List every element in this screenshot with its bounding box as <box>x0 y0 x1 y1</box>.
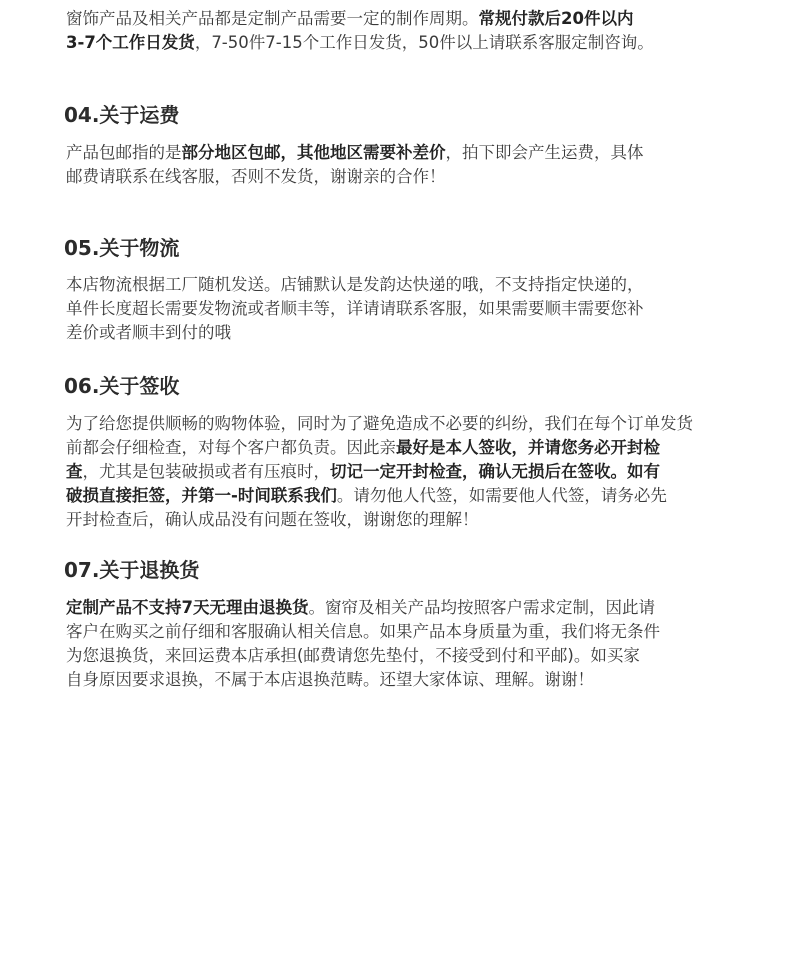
returns-heading: 07.关于退换货 <box>64 558 200 582</box>
receipt-emphasis: 破损直接拒签，并第一-时间联系我们 <box>66 486 337 505</box>
returns-paragraph <box>66 596 660 692</box>
logistics-line-3: 差价或者顺丰到付的哦 <box>66 323 231 342</box>
receipt-text: ，尤其是包装破损或者有压痕时， <box>82 462 330 481</box>
receipt-line-1: 为了给您提供顺畅的购物体验，同时为了避免造成不必要的纠纷，我们在每个订单发货 <box>66 414 693 433</box>
delivery-line-1 <box>66 7 654 31</box>
returns-line-2: 客户在购买之前仔细和客服确认相关信息。如果产品本身质量为重，我们将无条件 <box>66 622 660 641</box>
logistics-heading: 05.关于物流 <box>64 236 180 260</box>
delivery-text: ，7-50件7-15个工作日发货，50件以上请联系客服定制咨询。 <box>194 33 654 52</box>
delivery-text: 窗饰产品及相关产品都是定制产品需要一定的制作周期。 <box>66 9 479 28</box>
logistics-line-2: 单件长度超长需要发物流或者顺丰等，详请请联系客服，如果需要顺丰需要您补 <box>66 299 644 318</box>
shipping-fee-text: ，拍下即会产生运费，具体 <box>445 143 644 162</box>
receipt-line-4 <box>66 484 693 508</box>
receipt-emphasis: 最好是本人签收，并请您务必开封检 <box>396 438 660 457</box>
returns-text: 。窗帘及相关产品均按照客户需求定制，因此请 <box>308 598 655 617</box>
shipping-fee-heading: 04.关于运费 <box>64 103 180 127</box>
returns-line-1 <box>66 596 660 620</box>
shipping-fee-paragraph <box>66 141 644 189</box>
receipt-paragraph <box>66 412 693 532</box>
receipt-emphasis: 切记一定开封检查，确认无损后在签收。如有 <box>330 462 660 481</box>
receipt-text: 前都会仔细检查，对每个客户都负责。因此亲 <box>66 438 396 457</box>
logistics-paragraph <box>66 273 644 345</box>
receipt-text: 。请勿他人代签，如需要他人代签，请务必先 <box>336 486 667 505</box>
delivery-emphasis: 3-7个工作日发货 <box>66 33 195 52</box>
logistics-line-1: 本店物流根据工厂随机发送。店铺默认是发韵达快递的哦，不支持指定快递的， <box>66 275 644 294</box>
returns-line-4: 自身原因要求退换，不属于本店退换范畴。还望大家体谅、理解。谢谢！ <box>66 670 594 689</box>
returns-emphasis: 定制产品不支持7天无理由退换货 <box>66 598 309 617</box>
delivery-emphasis: 常规付款后20件以内 <box>478 9 634 28</box>
shipping-fee-text: 产品包邮指的是 <box>66 143 182 162</box>
receipt-line-2 <box>66 436 693 460</box>
shipping-fee-emphasis: 部分地区包邮，其他地区需要补差价 <box>181 143 446 162</box>
shipping-fee-line-2: 邮费请联系在线客服，否则不发货，谢谢亲的合作！ <box>66 167 446 186</box>
receipt-line-5: 开封检查后，确认成品没有问题在签收，谢谢您的理解！ <box>66 510 479 529</box>
receipt-emphasis: 查 <box>66 462 83 481</box>
receipt-heading: 06.关于签收 <box>64 374 180 398</box>
delivery-line-2 <box>66 31 654 55</box>
receipt-line-3 <box>66 460 693 484</box>
returns-line-3: 为您退换货，来回运费本店承担(邮费请您先垫付，不接受到付和平邮)。如买家 <box>66 646 640 665</box>
shipping-fee-line-1 <box>66 141 644 165</box>
delivery-paragraph <box>66 7 654 55</box>
